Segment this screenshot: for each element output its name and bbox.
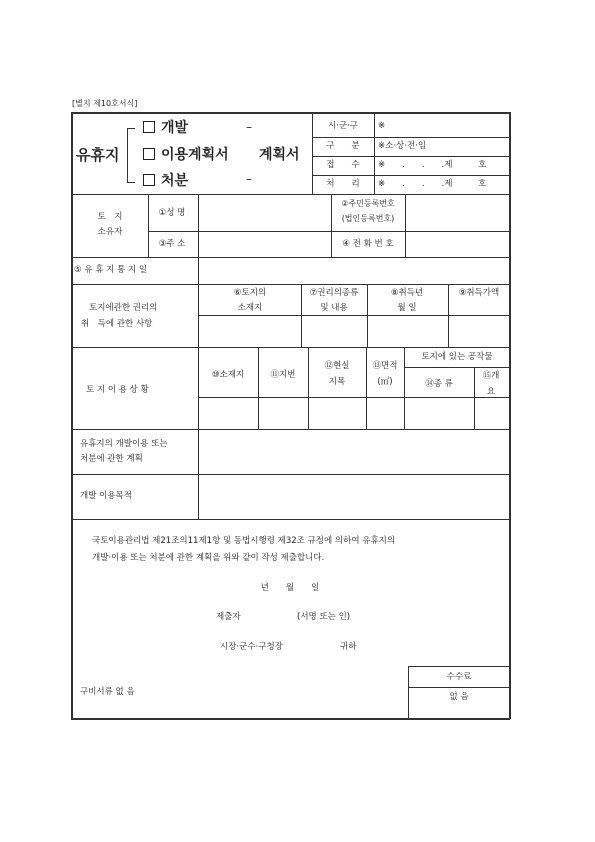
col14-label: ⑭종 류 [425,379,453,389]
form-label: [별지 제10호서식] [72,99,138,108]
office-label-receipt: 접 수 [326,160,360,170]
develop-checkbox[interactable] [143,121,155,133]
office-label-sigungu: 시·군·구 [327,121,359,131]
office-value-category[interactable]: ※소·상·전·임 [378,141,427,151]
notice-date-field[interactable] [199,258,509,283]
col13-field[interactable] [367,398,403,428]
recipient-label: 시장·군수·구청장 [220,642,283,652]
col7-label-2: 및 내용 [320,303,348,313]
plan-field[interactable] [199,430,509,473]
submitter-label: 제출자 [216,612,241,622]
dash-2: – [246,172,252,186]
office-value-receipt[interactable]: ※ . . .제 호 [378,160,487,170]
col12-label-2: 지목 [328,377,346,387]
col7-field[interactable] [302,316,366,346]
col14-field[interactable] [405,398,473,428]
plan-label-1: 유휴지의 개발이용 또는 [80,439,168,449]
reg-no-field[interactable] [406,195,509,230]
col6-label-1: ⑥토지의 [233,288,267,298]
col8-label-2: 월 일 [397,303,417,313]
office-value-process[interactable]: ※ . . .제 호 [378,179,487,189]
declaration-line-2: 개발·이용 또는 처분에 관한 계획을 위와 같이 작성 제출합니다. [92,553,325,563]
col15-field[interactable] [475,398,509,428]
title-main: 유휴지 [76,146,120,164]
phone-field[interactable] [406,232,509,256]
notice-date-label: ⑤ 유 휴 지 통 지 일 [74,265,148,275]
plan-label-2: 처분에 관한 계획 [80,454,143,464]
col15-label-2: 요 [486,387,496,397]
attachments-label: 구비서류 없 음 [80,687,135,697]
declaration-date[interactable]: 년 월 일 [260,583,320,593]
purpose-label: 개발 이용목적 [80,491,132,501]
option-use-plan[interactable] [143,148,229,162]
col6-label-2: 소재지 [237,303,263,313]
reg-no-label-1: ②주민등록번호 [341,199,395,208]
dispose-label: 처분 [161,173,189,189]
col12-label-1: ⑫현실 [324,361,350,371]
col8-label-1: ⑧취득년 [390,288,424,298]
dispose-checkbox[interactable] [143,174,155,186]
owner-name-label: ①성 명 [158,208,186,218]
signature-field[interactable]: (서명 또는 인) [297,612,351,622]
col15-label-1: ⑮개 [482,371,500,381]
col11-field[interactable] [259,398,307,428]
office-label-category: 구 분 [326,141,360,151]
col9-field[interactable] [449,316,509,346]
col8-field[interactable] [368,316,447,346]
col7-label-1: ⑦권리의종류 [309,288,359,298]
structure-header: 토지에 있는 공작물 [421,352,493,362]
declaration-line-1: 국토이용관리법 제21조의11제1항 및 동법시행령 제32조 규정에 의하여 유휴지의 [92,536,396,546]
option-develop[interactable] [143,121,188,135]
option-dispose[interactable] [143,174,188,188]
develop-label: 개발 [161,120,189,136]
col9-label: ⑨취득가액 [458,288,500,298]
col6-field[interactable] [199,316,300,346]
col10-field[interactable] [199,398,257,428]
owner-name-field[interactable] [199,195,330,230]
col10-label: ⑩소재지 [211,370,245,380]
owner-address-label: ③주 소 [158,239,186,249]
col13-label-2: (㎡) [377,377,393,387]
dash-1: – [246,120,252,134]
purpose-field[interactable] [199,475,509,518]
col11-label: ⑪지번 [270,370,296,380]
use-plan-label: 이용계획서 [161,147,229,163]
owner-label-1: 토 지 [97,212,123,222]
title-suffix: 계획서 [259,147,300,163]
use-plan-checkbox[interactable] [143,148,155,160]
phone-label: ④ 전 화 번 호 [342,239,394,249]
rights-label-2: 취 득에 관한 사항 [81,319,153,329]
reg-no-label-2: (법인등록번호) [341,214,395,223]
rights-label-1: 토지에관한 권리의 [89,303,158,313]
office-label-process: 처 리 [326,179,360,189]
office-value-sigungu[interactable]: ※ [378,121,386,131]
owner-label-2: 소유자 [97,227,123,237]
col12-field[interactable] [309,398,365,428]
owner-address-field[interactable] [199,232,330,256]
col13-label-1: ⑬면적 [372,361,398,371]
recipient-honorific: 귀하 [340,642,357,652]
land-use-label: 토 지 이 용 상 황 [86,385,149,395]
fee-label: 수수료 [446,672,472,682]
fee-value: 없 음 [449,692,469,702]
